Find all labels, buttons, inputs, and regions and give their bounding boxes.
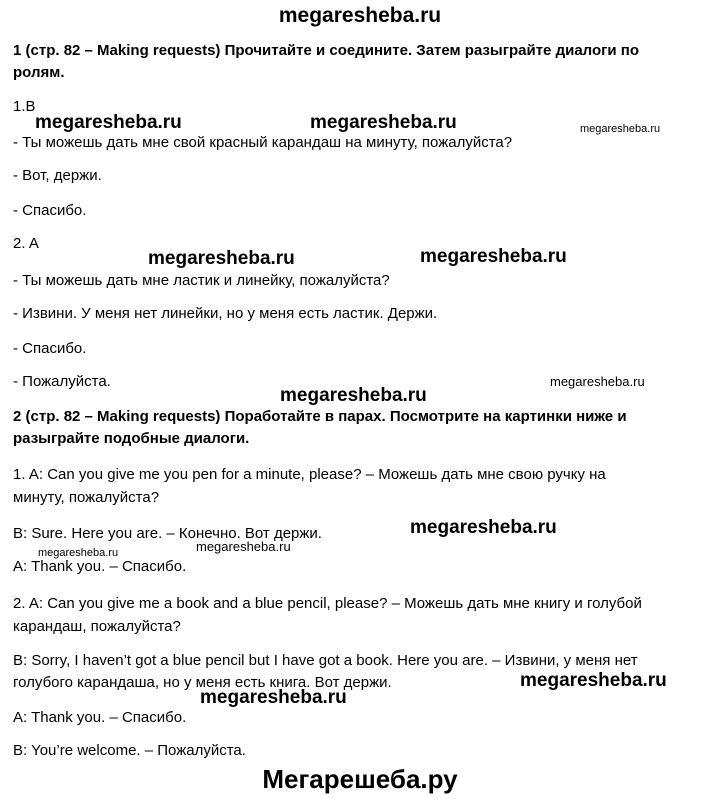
dialog-line: - Вот, держи. xyxy=(13,167,102,184)
watermark: megaresheba.ru xyxy=(310,112,457,133)
exercise-1-heading: 1 (стр. 82 – Making requests) Прочитайте и соедините. Затем разыграйте диалоги по ролям. xyxy=(13,42,640,81)
example-line: B: You’re welcome. – Пожалуйста. xyxy=(13,742,246,759)
watermark: megaresheba.ru xyxy=(410,517,557,538)
example-line: B: Sorry, I haven’t got a blue pencil but I have got a book. Here you are. – Извини, у меня нет xyxy=(13,652,638,669)
dialog-2-label: 2. A xyxy=(13,235,39,252)
header-watermark: megaresheba.ru xyxy=(278,4,442,27)
example-line: минуту, пожалуйста? xyxy=(13,489,160,506)
dialog-line: - Спасибо. xyxy=(13,202,87,219)
example-line: A: Thank you. – Спасибо. xyxy=(13,558,187,575)
watermark: megaresheba.ru xyxy=(200,687,347,708)
dialog-line: - Спасибо. xyxy=(13,340,87,357)
watermark: megaresheba.ru xyxy=(550,374,645,389)
watermark: megaresheba.ru xyxy=(580,123,661,135)
watermark: megaresheba.ru xyxy=(520,670,667,691)
example-line: карандаш, пожалуйста? xyxy=(13,618,181,635)
watermark: megaresheba.ru xyxy=(148,248,295,269)
watermark: megaresheba.ru xyxy=(420,246,567,267)
dialog-line: - Извини. У меня нет линейки, но у меня есть ластик. Держи. xyxy=(13,305,438,322)
dialog-line: - Пожалуйста. xyxy=(13,373,111,390)
example-line: A: Thank you. – Спасибо. xyxy=(13,709,187,726)
watermark: megaresheba.ru xyxy=(280,385,427,406)
exercise-2-heading: 2 (стр. 82 – Making requests) Поработайте в парах. Посмотрите на картинки ниже и разыграйте подобные диалоги. xyxy=(13,408,627,447)
dialog-1-label: 1.B xyxy=(13,98,36,115)
watermark: megaresheba.ru xyxy=(38,547,119,559)
watermark: megaresheba.ru xyxy=(196,539,291,554)
dialog-line: - Ты можешь дать мне ластик и линейку, пожалуйста? xyxy=(13,272,390,289)
example-line: B: Sure. Here you are. – Конечно. Вот держи. xyxy=(13,525,322,542)
footer-brand: Мегарешеба.ру xyxy=(262,764,458,794)
watermark: megaresheba.ru xyxy=(35,112,182,133)
example-line: 1. A: Can you give me you pen for a minute, please? – Можешь дать мне свою ручку на xyxy=(13,466,606,483)
example-line: 2. A: Can you give me a book and a blue pencil, please? – Можешь дать мне книгу и голубой xyxy=(13,595,642,612)
dialog-line: - Ты можешь дать мне свой красный карандаш на минуту, пожалуйста? xyxy=(13,134,513,151)
example-line: голубого карандаша, но у меня есть книга. Вот держи. xyxy=(13,674,392,691)
